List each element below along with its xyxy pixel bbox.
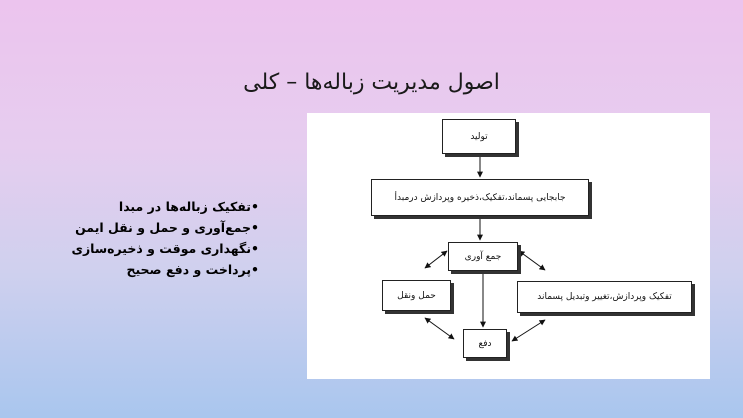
node-transport: حمل ونقل xyxy=(382,280,451,311)
arrow-collection-processing xyxy=(519,251,545,270)
node-production: تولید xyxy=(442,119,516,154)
node-onsite-handling: جابجایی پسماند،تفکیک،ذخیره وپردازش درمبدأ xyxy=(371,179,589,216)
flow-diagram xyxy=(307,113,710,379)
slide-title: اصول مدیریت زباله‌ها – کلی xyxy=(243,70,500,95)
node-disposal: دفع xyxy=(463,329,507,358)
bullet-item: •پرداخت و دفع صحیح xyxy=(126,262,259,277)
node-processing: تفکیک وپردازش،تغییر وتبدیل پسماند xyxy=(517,281,692,313)
arrow-collection-transport xyxy=(425,251,447,268)
bullet-list xyxy=(0,196,259,280)
bullet-item: •تفکیک زباله‌ها در مبدا xyxy=(118,199,259,214)
node-collection: جمع آوری xyxy=(448,242,518,271)
bullet-item: •جمع‌آوری و حمل و نقل ایمن xyxy=(75,220,259,235)
bullet-item: •نگهداری موقت و ذخیره‌سازی xyxy=(71,241,259,256)
arrow-processing-disposal xyxy=(512,320,545,341)
arrow-transport-disposal xyxy=(425,318,454,339)
